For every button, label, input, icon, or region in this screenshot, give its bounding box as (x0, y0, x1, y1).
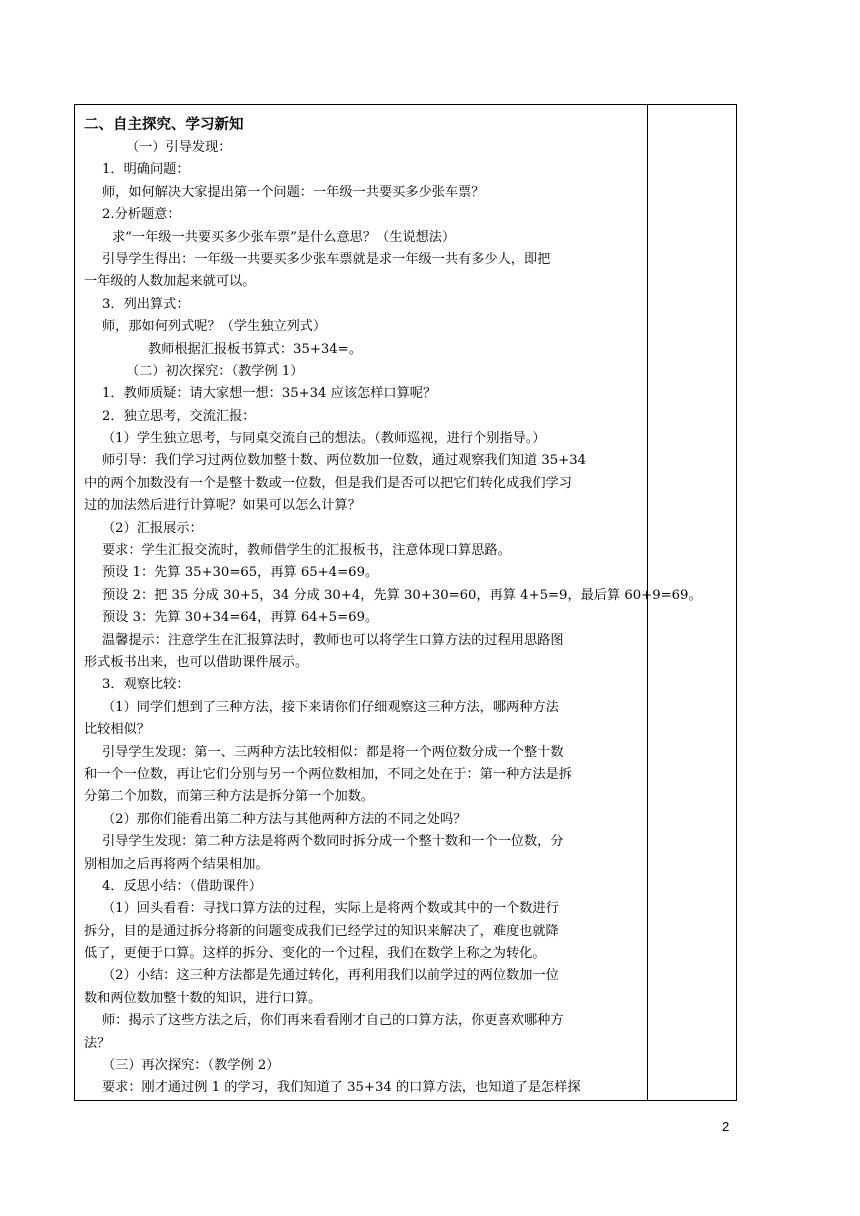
text-line: 4．反思小结：（借助课件） (102, 878, 263, 894)
lesson-content (84, 113, 702, 1100)
text-line: 低了，更便于口算。这样的拆分、变化的一个过程，我们在数学上称之为转化。 (84, 946, 546, 962)
text-line: 别相加之后再将两个结果相加。 (84, 856, 269, 872)
text-line: 形式板书出来，也可以借助课件展示。 (84, 654, 309, 670)
section-heading: 二、自主探究、学习新知 (84, 117, 244, 133)
text-line: 一年级的人数加起来就可以。 (84, 274, 256, 290)
text-line: 预设 2：把 35 分成 30+5，34 分成 30+4，先算 30+30=60，再算 4+5=9，最后算 60+9=69。 (102, 587, 702, 603)
text-line: （1）回头看看：寻找口算方法的过程，实际上是将两个数或其中的一个数进行 (102, 901, 559, 917)
text-line: （三）再次探究：（教学例 2） (102, 1058, 280, 1074)
text-line: （2）小结：这三种方法都是先通过转化，再利用我们以前学过的两位数加一位 (102, 968, 559, 984)
text-line: （二）初次探究：（教学例 1） (126, 363, 304, 379)
text-line: 过的加法然后进行计算呢？如果可以怎么计算？ (84, 498, 361, 514)
text-line: 比较相似？ (84, 722, 150, 738)
text-line: 拆分，目的是通过拆分将新的问题变成我们已经学过的知识来解决了，难度也就降 (84, 923, 559, 939)
text-line: 分第二个加数，而第三种方法是拆分第一个加数。 (84, 789, 375, 805)
text-line: 法？ (84, 1035, 111, 1051)
text-line: 3．列出算式： (102, 296, 190, 312)
text-line: 引导学生得出：一年级一共要买多少张车票就是求一年级一共有多少人，即把 (102, 251, 551, 267)
text-line: 2．独立思考，交流汇报： (102, 408, 256, 424)
text-line: 中的两个加数没有一个是整十数或一位数，但是我们是否可以把它们转化成我们学习 (84, 475, 572, 491)
text-line: 预设 3：先算 30+34=64，再算 64+5=69。 (102, 610, 379, 626)
text-line: （2）那你们能看出第二种方法与其他两种方法的不同之处吗？ (102, 811, 467, 827)
page-number: 2 (722, 1119, 730, 1134)
text-line: 师，那如何列式呢？（学生独立列式） (102, 319, 327, 335)
text-line: （1）学生独立思考，与同桌交流自己的想法。（教师巡视，进行个别指导。） (102, 431, 546, 447)
content-table (74, 104, 737, 1101)
text-line: 1．明确问题： (102, 162, 190, 178)
text-line: （2）汇报展示： (102, 520, 203, 536)
text-line: 数和两位数加整十数的知识，进行口算。 (84, 990, 322, 1006)
text-line: 要求：学生汇报交流时，教师借学生的汇报板书，注意体现口算思路。 (102, 543, 511, 559)
text-line: 引导学生发现：第一、三两种方法比较相似：都是将一个两位数分成一个整十数 (102, 744, 564, 760)
text-line: 和一个一位数，再让它们分别与另一个两位数相加，不同之处在于：第一种方法是拆 (84, 766, 572, 782)
text-line: 师，如何解决大家提出第一个问题：一年级一共要买多少张车票？ (102, 184, 485, 200)
text-line: 教师根据汇报板书算式：35+34=。 (148, 341, 362, 357)
text-line: 1．教师质疑：请大家想一想：35+34 应该怎样口算呢？ (102, 386, 437, 402)
text-line: 预设 1：先算 35+30=65，再算 65+4=69。 (102, 565, 379, 581)
text-line: 师：揭示了这些方法之后，你们再来看看刚才自己的口算方法，你更喜欢哪种方 (102, 1013, 564, 1029)
text-line: 要求：刚才通过例 1 的学习，我们知道了 35+34 的口算方法，也知道了是怎样探 (102, 1080, 581, 1096)
text-line: 温馨提示：注意学生在汇报算法时，教师也可以将学生口算方法的过程用思路图 (102, 632, 564, 648)
text-line: 求“一年级一共要买多少张车票”是什么意思？（生说想法） (112, 229, 456, 245)
text-line: 师引导：我们学习过两位数加整十数、两位数加一位数，通过观察我们知道 35+34 (102, 453, 586, 469)
text-line: 3．观察比较： (102, 677, 190, 693)
text-line: （一）引导发现： (126, 140, 232, 155)
text-line: 引导学生发现：第二种方法是将两个数同时拆分成一个整十数和一个一位数，分 (102, 834, 564, 850)
text-line: 2.分析题意： (102, 207, 181, 223)
text-line: （1）同学们想到了三种方法，接下来请你们仔细观察这三种方法，哪两种方法 (102, 699, 559, 715)
